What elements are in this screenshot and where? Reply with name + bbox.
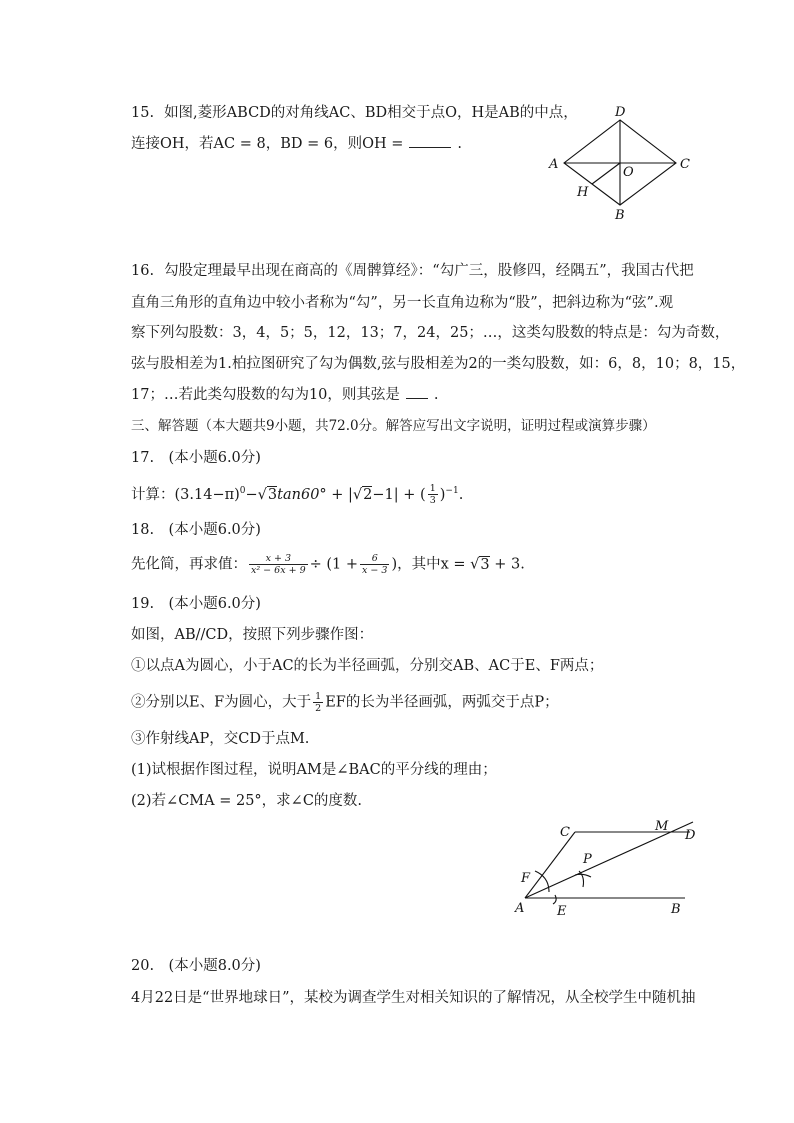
q16-number: 16. [131, 263, 155, 279]
label-m: M [655, 819, 669, 834]
q18-prefix: 先化简，再求值： [131, 556, 247, 573]
q19-step2-b: EF的长为半径画弧，两弧交于点P； [325, 694, 559, 711]
q17-part-b: − [245, 486, 258, 503]
q16-answer-blank[interactable] [406, 385, 428, 399]
q18-fraction-2 [360, 553, 389, 576]
segment-ac [525, 832, 575, 898]
label-d: D [685, 828, 696, 843]
label-e: E [557, 904, 567, 919]
q19-step1: ①以点A为圆心，小于AC的长为半径画弧，分别交AB、AC于E、F两点； [131, 658, 604, 674]
label-a: A [549, 157, 559, 172]
label-b: B [671, 902, 681, 917]
q15-line1 [131, 103, 578, 123]
q17-part-a: (3.14−π) [174, 486, 240, 503]
q20-header: 20. (本小题8.0分) [131, 958, 261, 974]
q17-prefix: 计算： [131, 486, 175, 503]
q16-line5 [131, 385, 439, 405]
label-c: C [560, 825, 570, 840]
bisector-figure [505, 815, 715, 925]
q17-sqrt2: 2 [363, 486, 373, 503]
q17-frac-den: 3 [429, 495, 436, 507]
q19-half-den: 2 [315, 703, 322, 714]
q19-header: 19. (本小题6.0分) [131, 596, 261, 612]
q15-answer-blank[interactable] [409, 134, 451, 148]
q18-fraction-1 [249, 553, 308, 576]
q16-line1 [131, 261, 694, 281]
q19-step2 [131, 691, 559, 714]
segment-oh [592, 163, 620, 184]
label-b: B [615, 208, 625, 223]
q18-f2-num: 6 [360, 553, 389, 565]
rhombus-figure [540, 100, 700, 225]
q19-step2-a: ②分别以E、F为圆心，大于 [131, 694, 312, 711]
q17-part-f: . [458, 486, 464, 503]
q16-line4: 弦与股相差为1.柏拉图研究了勾为偶数,弦与股相差为2的一类勾股数，如：6，8，10；8，15， [131, 356, 746, 372]
q19-step3: ③作射线AP，交CD于点M. [131, 731, 310, 747]
q17-frac-num: 1 [429, 483, 436, 495]
label-a: A [515, 901, 525, 916]
q17-part-c: tan60° + | [277, 486, 353, 503]
q19-intro: 如图，AB//CD，按照下列步骤作图： [131, 627, 374, 643]
q17-part-d: −1| + ( [372, 486, 426, 503]
q15-number: 15. [131, 105, 155, 121]
q18-tail-a: )，其中x = [391, 556, 466, 573]
q17-part-e: ) [439, 486, 446, 503]
q18-f1-den: x² − 6x + 9 [251, 565, 306, 576]
label-o: O [623, 165, 634, 180]
section-3-header: 三、解答题（本大题共9小题，共72.0分。解答应写出文字说明，证明过程或演算步骤） [131, 418, 656, 434]
q16-text-line1: 勾股定理最早出现在商高的《周髀算经》：“勾广三，股修四，经隅五”，我国古代把 [164, 263, 694, 279]
q18-header: 18. (本小题6.0分) [131, 522, 261, 538]
q16-line3: 察下列勾股数：3，4，5；5，12，13；7，24，25；…，这类勾股数的特点是：勾为奇数， [131, 325, 730, 341]
q18-f1-num: x + 3 [249, 553, 308, 565]
q15-text-line2: 连接OH，若AC = 8，BD = 6，则OH = [131, 136, 404, 152]
q19-part1: (1)试根据作图过程，说明AM是∠BAC的平分线的理由； [131, 762, 497, 778]
q19-half-fraction [313, 691, 323, 714]
q16-text-line5: 17；…若此类勾股数的勾为10，则其弦是 [131, 387, 400, 403]
q15-text-line1: 如图,菱形ABCD的对角线AC、BD相交于点O，H是AB的中点， [164, 105, 578, 121]
q17-sqrt3: 3 [267, 486, 278, 503]
q15-period: . [457, 136, 462, 152]
q18-tail-b: + 3. [494, 556, 525, 573]
label-f: F [521, 871, 531, 886]
q18-sqrt3: 3 [480, 556, 490, 573]
label-h: H [577, 185, 589, 200]
label-d: D [615, 105, 626, 120]
q19-half-num: 1 [315, 691, 322, 702]
q18-mid: ÷ (1 + [309, 556, 359, 573]
q17-exp0: 0 [239, 486, 246, 496]
q18-f2-den: x − 3 [362, 565, 388, 576]
label-p: P [583, 852, 592, 867]
arc-e [553, 895, 556, 904]
q15-line2 [131, 134, 462, 154]
q17-expression: 计算：$(3.14-\pi)^0-√3\tan 60^\circ + |√2-1|$ + ( $\frac{1}{3}$ )$^{-1}$. [131, 483, 464, 507]
q16-line2: 直角三角形的直角边中较小者称为“勾”，另一长直角边称为“股”，把斜边称为“弦”.观 [131, 295, 674, 311]
q18-expression: 先化简，再求值： $\frac{x + 3}{\text{x² − 6x + 9}}$ ÷ (1 + $\frac{6}{x - 3}$ )，其中x = √3 + 3. [131, 553, 525, 576]
q17-exp-neg1: −1 [445, 486, 459, 496]
q17-header: 17. (本小题6.0分) [131, 450, 261, 466]
q19-part2: (2)若∠CMA = 25°，求∠C的度数. [131, 793, 363, 809]
q17-fraction [428, 483, 438, 506]
q20-line1: 4月22日是“世界地球日”，某校为调查学生对相关知识的了解情况，从全校学生中随机抽 [131, 990, 696, 1006]
label-c: C [680, 157, 690, 172]
q16-period: . [433, 387, 439, 403]
